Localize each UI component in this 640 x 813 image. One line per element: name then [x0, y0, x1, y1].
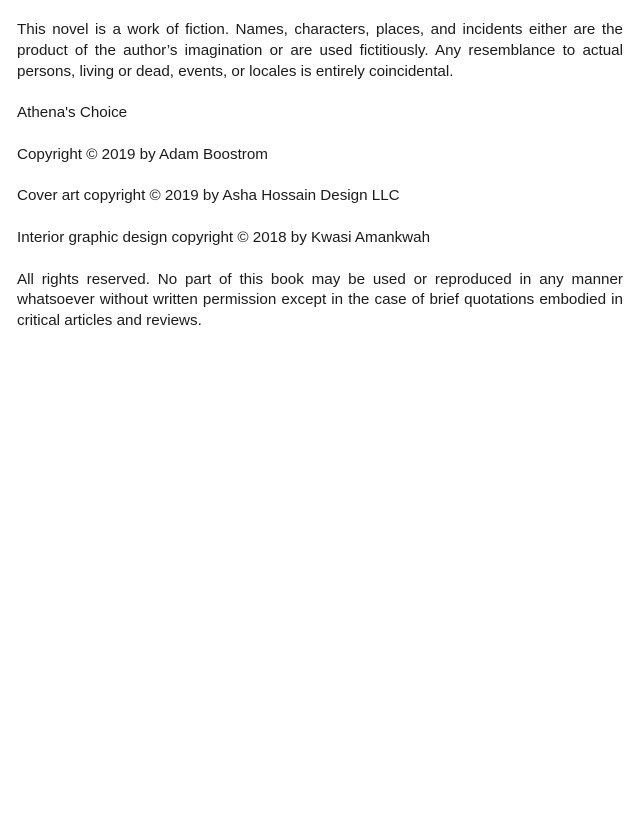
fiction-disclaimer: This novel is a work of fiction. Names, characters, places, and incidents either are the product of the author’s imagination or are used fictitiously. Any resemblance to actual persons, living or dead, events, or locales is entirely coincidental. — [17, 21, 623, 80]
copyright-notice: Copyright © 2019 by Adam Boostrom — [17, 145, 268, 163]
book-title: Athena's Choice — [17, 104, 128, 122]
cover-art-credit: Cover art copyright © 2019 by Asha Hossain Design LLC — [17, 187, 400, 205]
interior-design-credit: Interior graphic design copyright © 2018 by Kwasi Amankwah — [17, 228, 431, 246]
rights-reserved-notice: All rights reserved. No part of this book may be used or reproduced in any manner whatsoever without written permission except in the case of brief quotations embodied in critical articles and reviews. — [17, 270, 623, 330]
